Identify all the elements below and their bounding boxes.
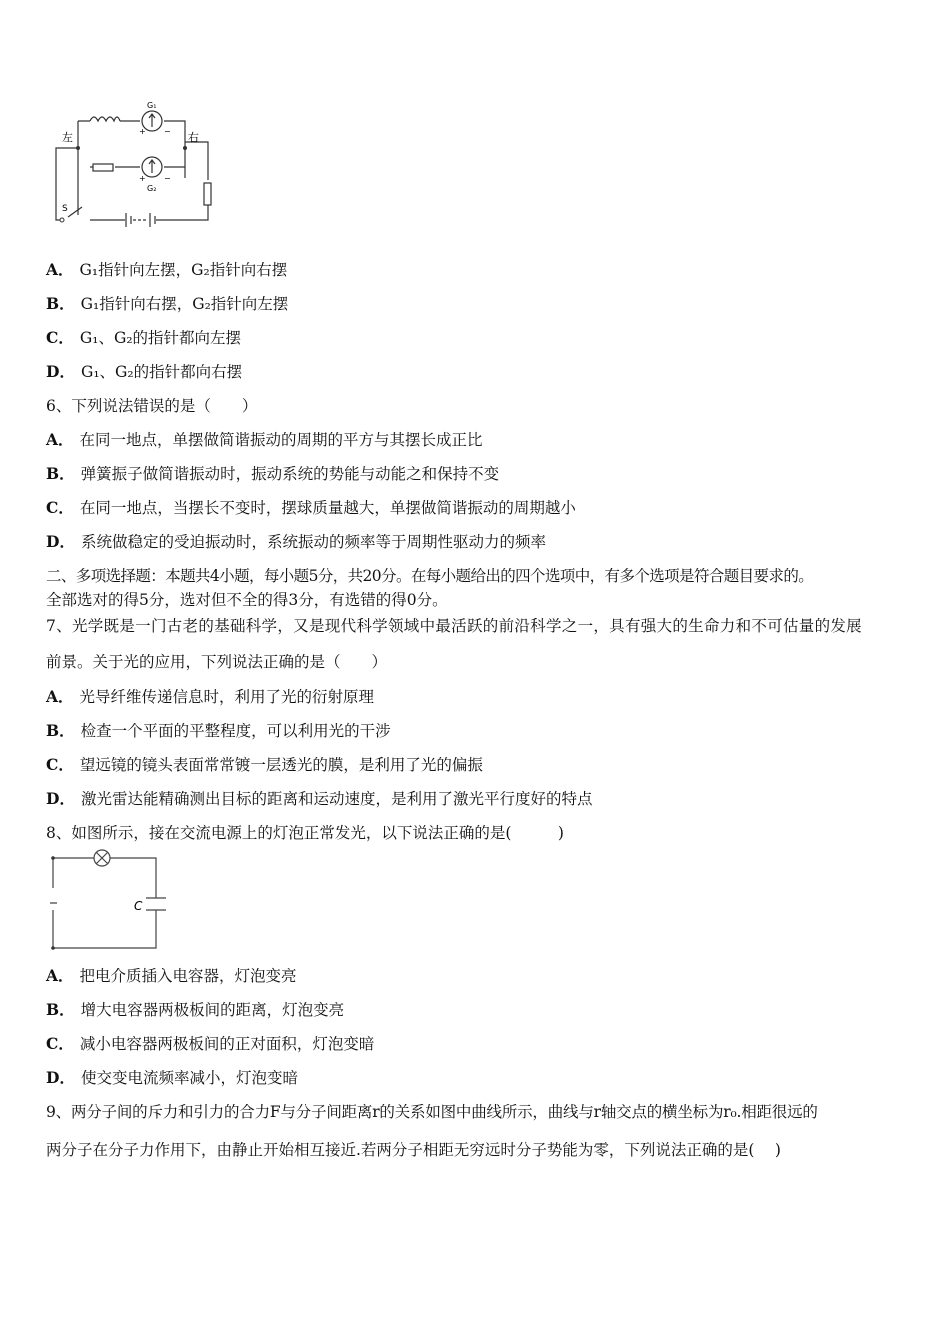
q7-option-b: B． 检查一个平面的平整程度，可以利用光的干涉: [46, 721, 391, 740]
label-g1: G₁: [147, 101, 157, 110]
q7-stem-line1: 7、光学既是一门古老的基础科学，又是现代科学领域中最活跃的前沿科学之一，具有强大的生命力和不可估量的发展: [46, 617, 862, 635]
capacitor-label: C: [134, 899, 143, 913]
q7-stem-line2: 前景。关于光的应用，下列说法正确的是（ ）: [46, 653, 388, 671]
q6-option-a: A． 在同一地点，单摆做简谐振动的周期的平方与其摆长成正比: [46, 430, 483, 449]
q5-option-c: C． G₁、G₂的指针都向左摆: [46, 328, 242, 347]
q6-stem: 6、下列说法错误的是（ ）: [46, 397, 258, 415]
q8-stem: 8、如图所示，接在交流电源上的灯泡正常发光，以下说法正确的是( ): [46, 824, 564, 842]
label-g2: G₂: [147, 184, 157, 193]
q9-stem-line2: 两分子在分子力作用下，由静止开始相互接近.若两分子相距无穷远时分子势能为零，下列说法正确的是( ): [46, 1141, 781, 1159]
q9-stem-line1: 9、两分子间的斥力和引力的合力F与分子间距离r的关系如图中曲线所示，曲线与r轴交点的横坐标为r₀.相距很远的: [46, 1103, 818, 1121]
q5-option-d: D． G₁、G₂的指针都向右摆: [46, 362, 243, 381]
circuit-diagram-galvanometers: [40, 95, 220, 235]
section2-scoring: 全部选对的得5分，选对但不全的得3分，有选错的得0分。: [46, 591, 448, 609]
minus-sign: −: [164, 174, 171, 183]
label-left: 左: [62, 131, 73, 144]
q7-option-a: A． 光导纤维传递信息时，利用了光的衍射原理: [46, 687, 375, 706]
plus-sign: +: [139, 127, 146, 136]
q8-option-c: C． 减小电容器两极板间的正对面积，灯泡变暗: [46, 1034, 375, 1053]
q6-option-c: C． 在同一地点，当摆长不变时，摆球质量越大，单摆做简谐振动的周期越小: [46, 498, 576, 517]
label-s: S: [62, 204, 68, 214]
q6-option-d: D． 系统做稳定的受迫振动时，系统振动的频率等于周期性驱动力的频率: [46, 532, 546, 551]
q8-option-b: B． 增大电容器两极板间的距离，灯泡变亮: [46, 1000, 345, 1019]
q8-option-d: D． 使交变电流频率减小，灯泡变暗: [46, 1068, 298, 1087]
label-right: 右: [188, 131, 199, 144]
plus-sign: +: [139, 174, 146, 183]
circuit-diagram-capacitor: [40, 848, 180, 958]
q7-option-d: D． 激光雷达能精确测出目标的距离和运动速度，是利用了激光平行度好的特点: [46, 789, 593, 808]
q5-option-b: B． G₁指针向右摆，G₂指针向左摆: [46, 294, 289, 313]
q5-option-a: A． G₁指针向左摆，G₂指针向右摆: [46, 260, 288, 279]
q7-option-c: C． 望远镜的镜头表面常常镀一层透光的膜，是利用了光的偏振: [46, 755, 483, 774]
q6-option-b: B． 弹簧振子做简谐振动时，振动系统的势能与动能之和保持不变: [46, 464, 500, 483]
q8-option-a: A． 把电介质插入电容器，灯泡变亮: [46, 966, 297, 985]
section2-heading: 二、多项选择题：本题共4小题，每小题5分，共20分。在每小题给出的四个选项中，有多个选项是符合题目要求的。: [46, 567, 814, 585]
minus-sign: −: [164, 127, 171, 136]
